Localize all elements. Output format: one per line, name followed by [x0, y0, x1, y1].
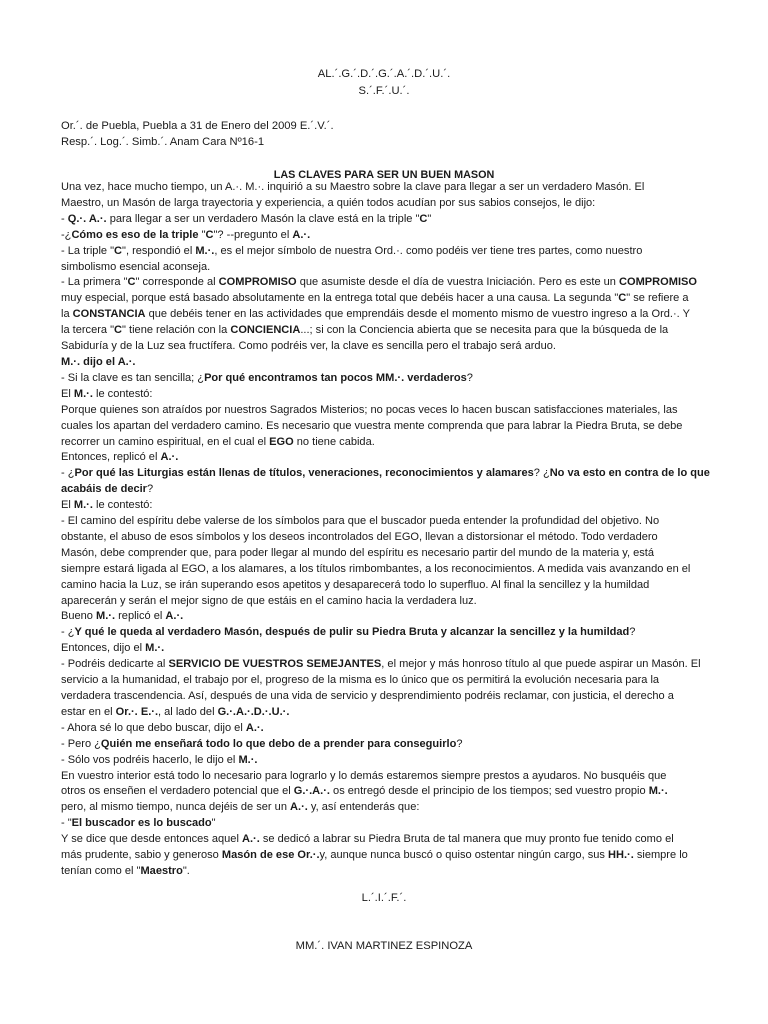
place-date: Or.´. de Puebla, Puebla a 31 de Enero del 2009 E.´.V.´. — [61, 120, 334, 132]
body-line: - Sólo vos podréis hacerlo, le dijo el M.·. — [61, 753, 258, 766]
body-line: camino hacia la Luz, se irán superando esos apetitos y desaparecerá todo lo superfluo. Al final la sencillez y la humildad — [61, 578, 650, 591]
body-line: -¿Cómo es eso de la triple "C"? --pregunto el A.·. — [61, 228, 311, 241]
body-line: aparecerán y serán el mejor signo de que estáis en el camino hacia la verdadera luz. — [61, 594, 477, 607]
body-line: - Pero ¿Quién me enseñará todo lo que debo de a prender para conseguirlo? — [61, 737, 463, 750]
body-line: Una vez, hace mucho tiempo, un A.·. M.·. inquirió a su Maestro sobre la clave para llegar a ser un verdadero Masón. El — [61, 181, 645, 193]
body-line: - La triple "C", respondió el M.·., es el mejor símbolo de nuestra Ord.·. como podéis ver tiene tres partes, como nuestro — [61, 244, 643, 257]
body-line: cuales los apartan del verdadero camino. Es necesario que vuestra mente comprenda que para labrar la Piedra Bruta, se debe — [61, 419, 683, 432]
body-line: verdadera trascendencia. Así, después de una vida de servicio y desprendimiento podréis reclamar, con justicia, el derecho a — [61, 690, 674, 702]
body-line: Masón, debe comprender que, para poder llegar al mundo del espíritu es necesario partir del mundo de la materia y, está — [61, 546, 654, 559]
body-line: El M.·. le contestó: — [61, 387, 153, 400]
body-line: Maestro, un Masón de larga trayectoria y experiencia, a quién todos acudían por sus sabios consejos, le dijo: — [61, 196, 596, 209]
header-motto: S.´.F.´.U.´. — [358, 85, 410, 97]
body-line: M.·. dijo el A.·. — [61, 355, 136, 368]
body-line: servicio a la humanidad, el trabajo por el, progreso de la misma es lo único que os permitirá la evolución necesaria para la — [61, 674, 660, 687]
body-line: - Ahora sé lo que debo buscar, dijo el A.·. — [61, 721, 264, 734]
body-line: - "El buscador es lo buscado" — [61, 817, 216, 830]
body-line: Sabiduría y de la Luz sea fructífera. Como podréis ver, la clave es sencilla pero el trabajo será arduo. — [61, 340, 556, 353]
body-line: Entonces, replicó el A.·. — [61, 451, 179, 464]
body-line: otros os enseñen el verdadero potencial que el G.·.A.·. os entregó desde el principio de los tiempos; sed vuestro propio M.·. — [61, 785, 668, 798]
body-line: Entonces, dijo el M.·. — [61, 642, 165, 655]
body-line: más prudente, sabio y generoso Masón de ese Or.·.y, aunque nunca buscó o quiso ostentar ningún cargo, sus HH.·. siempre lo — [61, 849, 688, 862]
body-line: muy especial, porque está basado absolutamente en la entrega total que debéis hacer a una causa. La segunda "C" se refiere a — [61, 292, 689, 305]
body-line: pero, al mismo tiempo, nunca dejéis de ser un A.·. y, así entenderás que: — [61, 801, 420, 814]
body-line: siempre estará ligada al EGO, a los alamares, a los títulos rimbombantes, a los reconocimientos. A medida vais avanzando en el — [61, 562, 691, 575]
body-line: Y se dice que desde entonces aquel A.·. se dedicó a labrar su Piedra Bruta de tal manera que muy pronto fue tenido como el — [61, 833, 674, 846]
body-line: - La primera "C" corresponde al COMPROMISO que asumiste desde el día de vuestra Iniciación. Pero es este un COMPROMISO — [61, 276, 697, 289]
body-line: - Q.·. A.·. para llegar a ser un verdadero Masón la clave está en la triple "C" — [61, 212, 432, 225]
body-line: - ¿Por qué las Liturgias están llenas de títulos, veneraciones, reconocimientos y alamares? ¿No va esto en contra de lo que — [61, 467, 710, 480]
body-line: Porque quienes son atraídos por nuestros Sagrados Misterios; no pocas veces lo hacen buscan satisfacciones materiales, las — [61, 403, 678, 416]
body-line: Bueno M.·. replicó el A.·. — [61, 610, 184, 623]
body-line: obstante, el abuso de esos símbolos y los deseos incontrolados del EGO, llevan a distorsionar el método. Todo verdadero — [61, 530, 658, 543]
body-line: - Podréis dedicarte al SERVICIO DE VUESTROS SEMEJANTES, el mejor y más honroso título al que puede aspirar un Masón. El — [61, 658, 701, 671]
body-line: - Si la clave es tan sencilla; ¿Por qué encontramos tan pocos MM.·. verdaderos? — [61, 371, 473, 384]
body-line: tenían como el "Maestro". — [61, 864, 190, 877]
body-line: En vuestro interior está todo lo necesario para lograrlo y lo demás estaremos siempre prestos a ayudaros. No busquéis que — [61, 769, 667, 782]
body-line: - El camino del espíritu debe valerse de los símbolos para que el buscador pueda entender la profundidad del objetivo. No — [61, 515, 660, 528]
body-line: simbolismo esencial aconseja. — [61, 260, 211, 273]
header-dedication: AL.´.G.´.D.´.G.´.A.´.D.´.U.´. — [317, 68, 451, 80]
body-line: la tercera "C" tiene relación con la CONCIENCIA...; si con la Conciencia abierta que se necesita para que la búsqueda de la — [61, 324, 669, 337]
closing-abbreviation: L.´.I.´.F.´. — [361, 892, 407, 904]
body-line: acabáis de decir? — [61, 483, 154, 496]
author-signature: MM.´. IVAN MARTINEZ ESPINOZA — [295, 940, 473, 952]
lodge-name: Resp.´. Log.´. Simb.´. Anam Cara Nº16-1 — [61, 136, 265, 148]
body-line: la CONSTANCIA que debéis tener en las actividades que emprendáis desde el momento mismo de vuestro ingreso a la Ord.·. Y — [61, 308, 690, 321]
document-body — [61, 180, 713, 880]
body-line: recorrer un camino espiritual, en el cual el EGO no tiene cabida. — [61, 435, 375, 448]
body-line: estar en el Or.·. E.·., al lado del G.·.A.·.D.·.U.·. — [61, 705, 290, 718]
body-line: El M.·. le contestó: — [61, 499, 153, 512]
document-title: LAS CLAVES PARA SER UN BUEN MASON — [273, 169, 495, 181]
body-line: - ¿Y qué le queda al verdadero Masón, después de pulir su Piedra Bruta y alcanzar la sencillez y la humildad? — [61, 626, 636, 639]
